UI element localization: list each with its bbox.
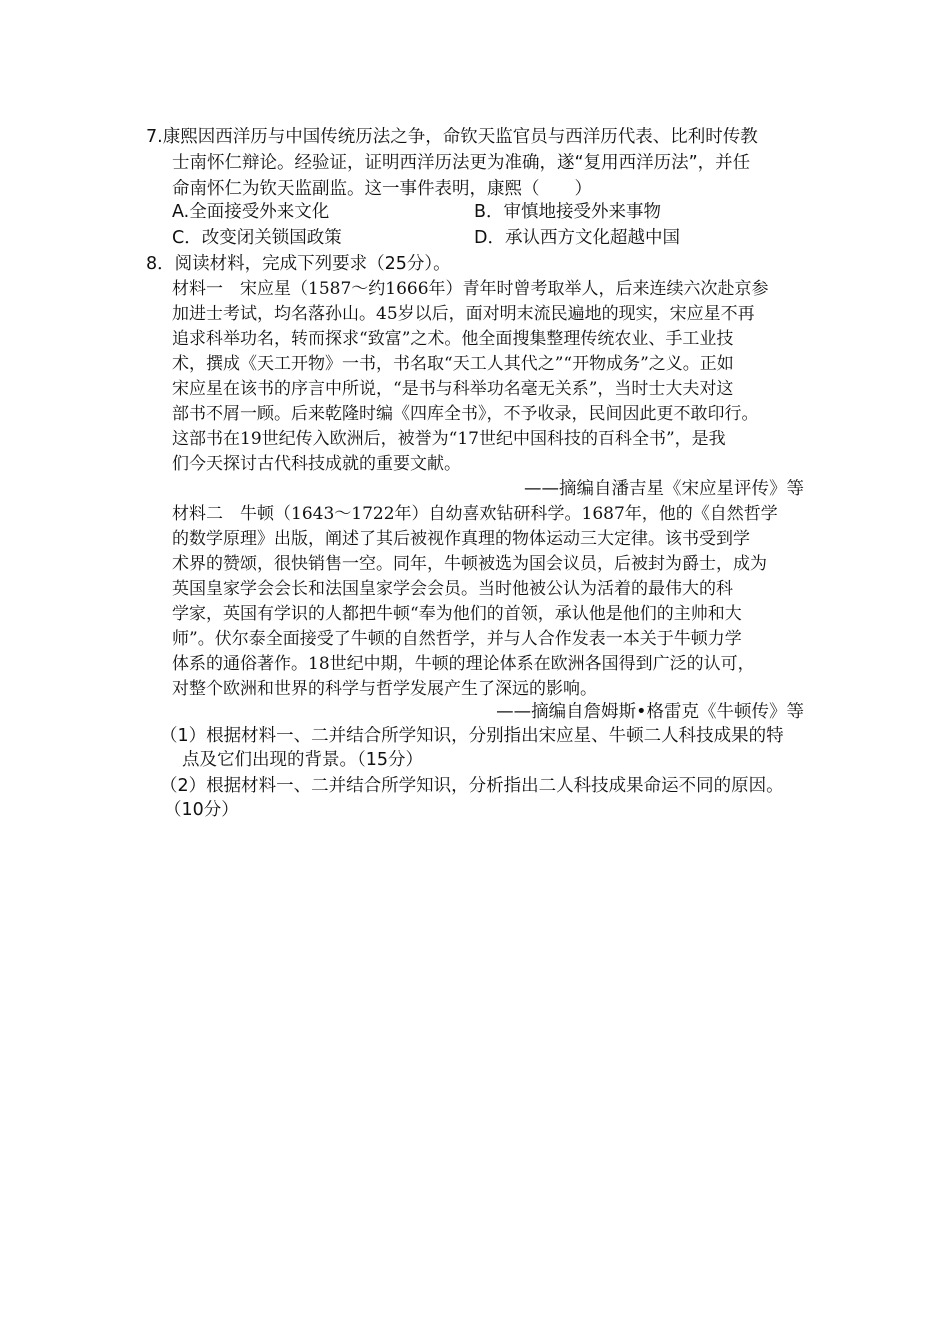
material2-line-5: 学家，英国有学识的人都把牛顿“奉为他们的首领，承认他是他们的主帅和大 <box>172 604 742 624</box>
material2-line-4: 英国皇家学会会长和法国皇家学会会员。当时他被公认为活着的最伟大的科 <box>172 579 733 599</box>
material2-line-1: 材料二 牛顿（1643～1722年）自幼喜欢钻研科学。1687年，他的《自然哲学 <box>172 504 778 524</box>
sub-question-1-line-1: （1）根据材料一、二并结合所学知识，分别指出宋应星、牛顿二人科技成果的特 <box>160 726 784 746</box>
q7-option-c: C．改变闭关锁国政策 <box>172 228 342 248</box>
material1-line-1: 材料一 宋应星（1587～约1666年）青年时曾考取举人，后来连续六次赴京参 <box>172 279 769 299</box>
material1-source: ——摘编自潘吉星《宋应星评传》等 <box>524 479 804 499</box>
material2-line-8: 对整个欧洲和世界的科学与哲学发展产生了深远的影响。 <box>172 679 597 699</box>
q8-stem: 8．阅读材料，完成下列要求（25分）。 <box>146 254 451 274</box>
q7-stem-line-2: 士南怀仁辩论。经验证，证明西洋历法更为准确，遂“复用西洋历法”，并任 <box>172 153 751 173</box>
material2-line-6: 师”。伏尔泰全面接受了牛顿的自然哲学，并与人合作发表一本关于牛顿力学 <box>172 629 742 649</box>
material1-line-2: 加进士考试，均名落孙山。45岁以后，面对明末流民遍地的现实，宋应星不再 <box>172 304 755 324</box>
material2-line-7: 体系的通俗著作。18世纪中期，牛顿的理论体系在欧洲各国得到广泛的认可， <box>172 654 755 674</box>
q7-option-b: B．审慎地接受外来事物 <box>474 202 662 222</box>
q7-stem-line-1: 7.康熙因西洋历与中国传统历法之争，命钦天监官员与西洋历代表、比利时传教 <box>146 127 758 147</box>
material1-line-7: 这部书在19世纪传入欧洲后，被誉为“17世纪中国科技的百科全书”，是我 <box>172 429 726 449</box>
sub-question-2-line-2: （10分） <box>164 800 239 820</box>
q7-stem-line-3: 命南怀仁为钦天监副监。这一事件表明，康熙（ ） <box>172 179 592 199</box>
material1-line-4: 术，撰成《天工开物》一书，书名取“天工人其代之”“开物成务”之义。正如 <box>172 354 734 374</box>
q7-option-d: D．承认西方文化超越中国 <box>474 228 680 248</box>
material1-line-3: 追求科举功名，转而探求“致富”之术。他全面搜集整理传统农业、手工业技 <box>172 329 734 349</box>
material2-line-3: 术界的赞颂，很快销售一空。同年，牛顿被选为国会议员，后被封为爵士，成为 <box>172 554 767 574</box>
material1-line-5: 宋应星在该书的序言中所说，“是书与科举功名毫无关系”，当时士大夫对这 <box>172 379 734 399</box>
material1-line-6: 部书不屑一顾。后来乾隆时编《四库全书》，不予收录，民间因此更不敢印行。 <box>172 404 759 424</box>
q7-option-a: A.全面接受外来文化 <box>172 202 330 222</box>
material2-line-2: 的数学原理》出版，阐述了其后被视作真理的物体运动三大定律。该书受到学 <box>172 529 750 549</box>
material2-source: ——摘编自詹姆斯•格雷克《牛顿传》等 <box>496 702 804 722</box>
sub-question-2-line-1: （2）根据材料一、二并结合所学知识，分析指出二人科技成果命运不同的原因。 <box>160 776 784 796</box>
material1-line-8: 们今天探讨古代科技成就的重要文献。 <box>172 454 461 474</box>
sub-question-1-line-2: 点及它们出现的背景。（15分） <box>182 750 424 770</box>
